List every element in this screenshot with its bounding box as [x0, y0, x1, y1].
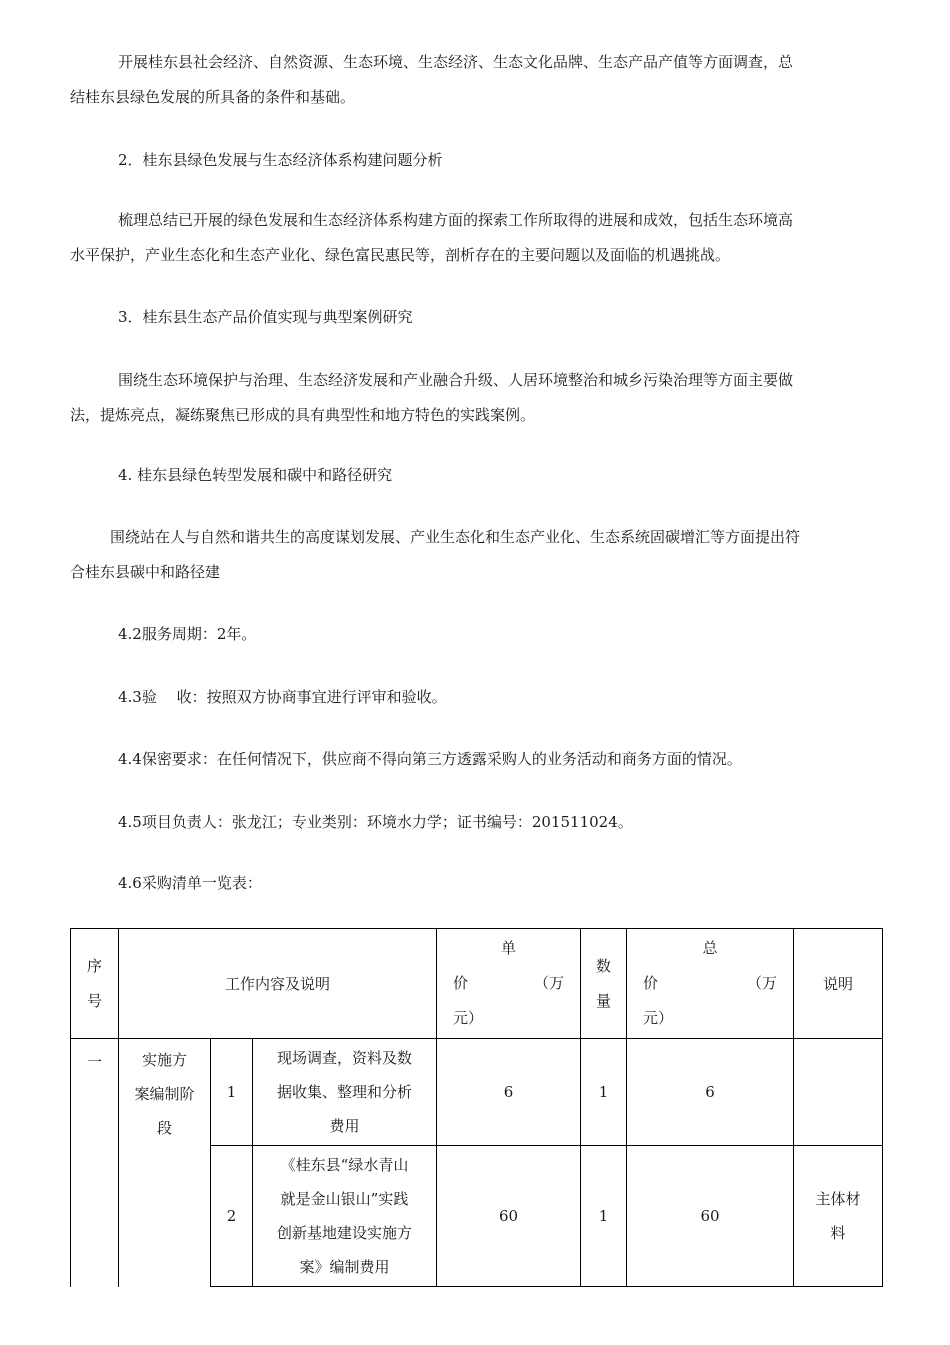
- row1-unit-price: 6: [437, 1039, 581, 1146]
- row2-qty: 1: [581, 1146, 627, 1287]
- header-total-mid: [633, 966, 787, 1001]
- group-seq: 一: [71, 1039, 119, 1287]
- table-row: [71, 1039, 883, 1146]
- row2-desc: [253, 1146, 437, 1287]
- header-seq-top: 序: [86, 956, 102, 975]
- header-seq: [71, 929, 119, 1039]
- header-unit-price-bottom: 元）: [453, 1009, 484, 1027]
- header-total-top: 总: [702, 939, 718, 957]
- group-phase-line2: 案编制阶: [134, 1085, 195, 1103]
- header-total-mid-right: （万: [747, 974, 778, 992]
- confidentiality: 4.4保密要求：在任何情况下，供应商不得向第三方透露采购人的业务活动和商务方面的情况。: [118, 750, 742, 768]
- acceptance: 4.3验 收：按照双方协商事宜进行评审和验收。: [118, 688, 447, 706]
- section1-body-line1: 开展桂东县社会经济、自然资源、生态环境、生态经济、生态文化品牌、生态产品产值等方面调查，总: [118, 53, 794, 71]
- section4-heading: 4. 桂东县绿色转型发展和碳中和路径研究: [118, 466, 393, 484]
- row2-desc-line2: 就是金山银山”实践: [280, 1190, 409, 1208]
- header-qty-bottom: 量: [596, 991, 612, 1010]
- row1-total: 6: [627, 1039, 794, 1146]
- row2-unit-price: 60: [437, 1146, 581, 1287]
- header-content: 工作内容及说明: [119, 929, 437, 1039]
- row2-no: 2: [211, 1146, 253, 1287]
- section2-body-line1: 梳理总结已开展的绿色发展和生态经济体系构建方面的探索工作所取得的进展和成效，包括生态环境高: [118, 211, 794, 229]
- group-phase-line3: 段: [156, 1119, 172, 1137]
- header-unit-price-mid: [443, 966, 574, 1001]
- section2-body-line2: 水平保护，产业生态化和生态产业化、绿色富民惠民等，剖析存在的主要问题以及面临的机遇挑战。: [70, 246, 731, 264]
- project-lead: 4.5项目负责人：张龙江；专业类别：环境水力学；证书编号：201511024。: [118, 813, 633, 831]
- header-qty: [581, 929, 627, 1039]
- row1-qty: 1: [581, 1039, 627, 1146]
- header-unit-price-top: 单: [501, 939, 517, 957]
- row1-desc-line3: 费用: [329, 1117, 360, 1135]
- row2-total: 60: [627, 1146, 794, 1287]
- table-header-row: [71, 929, 883, 1039]
- section3-body-line2: 法，提炼亮点，凝练聚焦已形成的具有典型性和地方特色的实践案例。: [70, 406, 536, 424]
- row2-remark-line2: 料: [830, 1224, 846, 1242]
- row2-desc-line3: 创新基地建设实施方: [277, 1224, 413, 1242]
- purchase-list-title: 4.6采购清单一览表：: [118, 874, 262, 892]
- section2-heading: 2．桂东县绿色发展与生态经济体系构建问题分析: [118, 151, 443, 169]
- purchase-table: [70, 928, 883, 1287]
- row1-remark: [794, 1039, 883, 1146]
- header-unit-price-mid-left: 价: [453, 974, 469, 992]
- header-seq-bottom: 号: [86, 991, 102, 1010]
- row1-no: 1: [211, 1039, 253, 1146]
- section1-body-line2: 结桂东县绿色发展的所具备的条件和基础。: [70, 88, 356, 106]
- group-phase-line1: 实施方: [141, 1051, 187, 1069]
- section3-body-line1: 围绕生态环境保护与治理、生态经济发展和产业融合升级、人居环境整治和城乡污染治理等方面主要做: [118, 371, 794, 389]
- row2-remark: [794, 1146, 883, 1287]
- header-unit-price-mid-right: （万: [534, 974, 565, 992]
- section4-body-line2: 合桂东县碳中和路径建: [70, 563, 221, 581]
- group-phase: [119, 1039, 211, 1287]
- row1-desc-line1: 现场调查，资料及数: [277, 1049, 413, 1067]
- section3-heading: 3．桂东县生态产品价值实现与典型案例研究: [118, 308, 413, 326]
- header-total-bottom: 元）: [643, 1009, 674, 1027]
- header-qty-top: 数: [596, 956, 612, 975]
- row2-remark-line1: 主体材: [815, 1190, 861, 1208]
- row1-desc: [253, 1039, 437, 1146]
- row2-desc-line1: 《桂东县“绿水青山: [280, 1156, 409, 1174]
- header-total-mid-left: 价: [643, 974, 659, 992]
- section4-body-line1: 围绕站在人与自然和谐共生的高度谋划发展、产业生态化和生态产业化、生态系统固碳增汇等方面提出符: [110, 528, 801, 546]
- row1-desc-line2: 据收集、整理和分析: [277, 1083, 413, 1101]
- header-total: [627, 929, 794, 1039]
- row2-desc-line4: 案》编制费用: [299, 1258, 390, 1276]
- service-period: 4.2服务周期：2年。: [118, 625, 257, 643]
- header-remark: 说明: [794, 929, 883, 1039]
- header-unit-price: [437, 929, 581, 1039]
